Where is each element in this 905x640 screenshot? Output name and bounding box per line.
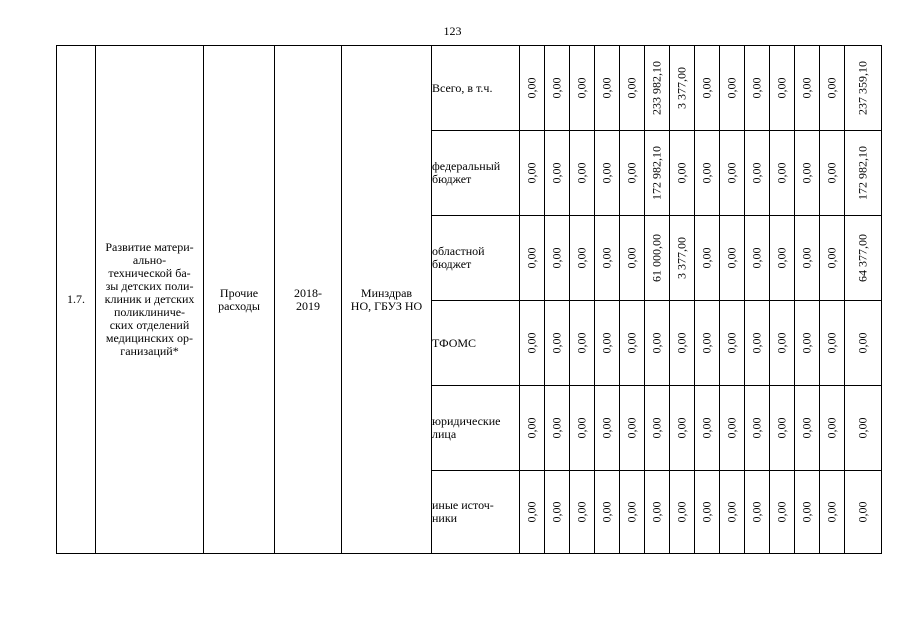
- value-text: 0,00: [824, 162, 839, 184]
- value-cell: [645, 46, 670, 131]
- value-text: 0,00: [674, 501, 689, 523]
- value-text: 0,00: [674, 162, 689, 184]
- value-text: 0,00: [549, 162, 564, 184]
- value-text: 0,00: [624, 332, 639, 354]
- value-text: 0,00: [724, 77, 739, 99]
- value-text: 0,00: [624, 501, 639, 523]
- value-cell: [645, 471, 670, 554]
- value-text: 0,00: [699, 162, 714, 184]
- value-text: 0,00: [599, 247, 614, 269]
- value-cell: [670, 386, 695, 471]
- value-text: 0,00: [724, 247, 739, 269]
- value-cell: [695, 301, 720, 386]
- value-text: 0,00: [549, 417, 564, 439]
- value-text: 0,00: [524, 247, 539, 269]
- value-cell: [620, 301, 645, 386]
- value-text: 0,00: [824, 417, 839, 439]
- value-text: 0,00: [524, 501, 539, 523]
- funding-source-label: федеральный бюджет: [432, 131, 520, 216]
- value-text: 0,00: [524, 77, 539, 99]
- value-cell: [645, 131, 670, 216]
- value-text: 0,00: [699, 77, 714, 99]
- value-text: 0,00: [855, 501, 870, 523]
- value-text: 0,00: [774, 417, 789, 439]
- value-cell: [670, 131, 695, 216]
- value-text: 0,00: [524, 332, 539, 354]
- value-cell: [595, 216, 620, 301]
- value-cell: [770, 131, 795, 216]
- value-cell: [570, 386, 595, 471]
- expense-type: Прочие расходы: [204, 46, 275, 554]
- value-cell: [670, 46, 695, 131]
- financing-table: [56, 45, 882, 554]
- value-text: 0,00: [824, 247, 839, 269]
- value-cell: [545, 46, 570, 131]
- value-cell: [745, 216, 770, 301]
- value-text: 0,00: [574, 332, 589, 354]
- value-text: 0,00: [724, 417, 739, 439]
- value-text: 64 377,00: [855, 234, 870, 282]
- measure-name: Развитие матери- ально- технической ба- зы детских поли- клиник и детских поликлиниче- ских отделений медицинских ор- ганизаций*: [96, 46, 204, 554]
- value-cell: [545, 301, 570, 386]
- value-text: 0,00: [549, 77, 564, 99]
- value-cell: [745, 131, 770, 216]
- value-cell: [670, 301, 695, 386]
- value-text: 0,00: [624, 417, 639, 439]
- value-cell: [595, 131, 620, 216]
- value-text: 0,00: [674, 417, 689, 439]
- source-row: [57, 46, 882, 131]
- value-text: 0,00: [724, 501, 739, 523]
- value-cell: [770, 46, 795, 131]
- value-cell: [645, 301, 670, 386]
- value-cell: [720, 46, 745, 131]
- value-cell: [545, 216, 570, 301]
- value-text: 0,00: [774, 247, 789, 269]
- value-cell: [770, 471, 795, 554]
- value-text: 0,00: [824, 77, 839, 99]
- value-text: 0,00: [624, 162, 639, 184]
- value-text: 0,00: [599, 417, 614, 439]
- value-text: 0,00: [699, 247, 714, 269]
- value-text: 172 982,10: [649, 146, 664, 200]
- value-text: 172 982,10: [855, 146, 870, 200]
- value-cell: [520, 386, 545, 471]
- value-cell: [595, 471, 620, 554]
- value-text: 3 377,00: [674, 67, 689, 109]
- value-text: 0,00: [824, 501, 839, 523]
- funding-source-label: юридические лица: [432, 386, 520, 471]
- value-text: 0,00: [699, 417, 714, 439]
- funding-source-label: ТФОМС: [432, 301, 520, 386]
- value-text: 0,00: [749, 332, 764, 354]
- value-cell: [820, 216, 845, 301]
- value-text: 0,00: [799, 247, 814, 269]
- value-cell: [820, 301, 845, 386]
- value-cell: [770, 301, 795, 386]
- value-text: 0,00: [855, 417, 870, 439]
- value-cell: [820, 46, 845, 131]
- value-text: 0,00: [649, 417, 664, 439]
- value-text: 0,00: [624, 247, 639, 269]
- value-cell: [545, 386, 570, 471]
- value-cell: [570, 131, 595, 216]
- value-cell: [570, 301, 595, 386]
- value-cell: [845, 301, 882, 386]
- value-text: 0,00: [599, 501, 614, 523]
- value-text: 233 982,10: [649, 61, 664, 115]
- value-text: 0,00: [549, 332, 564, 354]
- value-text: 0,00: [799, 501, 814, 523]
- value-text: 237 359,10: [855, 61, 870, 115]
- value-cell: [670, 471, 695, 554]
- value-cell: [570, 46, 595, 131]
- value-cell: [795, 131, 820, 216]
- value-text: 0,00: [674, 332, 689, 354]
- value-cell: [795, 386, 820, 471]
- value-cell: [670, 216, 695, 301]
- value-text: 0,00: [749, 247, 764, 269]
- value-cell: [770, 216, 795, 301]
- value-cell: [595, 301, 620, 386]
- financing-table-body: [57, 46, 882, 554]
- value-text: 0,00: [599, 77, 614, 99]
- value-text: 0,00: [649, 501, 664, 523]
- value-cell: [620, 386, 645, 471]
- value-cell: [795, 46, 820, 131]
- value-cell: [695, 131, 720, 216]
- value-text: 0,00: [649, 332, 664, 354]
- value-cell: [620, 216, 645, 301]
- value-text: 0,00: [749, 162, 764, 184]
- value-text: 0,00: [774, 77, 789, 99]
- value-cell: [745, 386, 770, 471]
- value-text: 0,00: [724, 332, 739, 354]
- value-text: 0,00: [574, 247, 589, 269]
- value-cell: [645, 216, 670, 301]
- value-text: 0,00: [749, 501, 764, 523]
- value-cell: [720, 131, 745, 216]
- value-cell: [745, 301, 770, 386]
- value-cell: [845, 471, 882, 554]
- value-cell: [745, 471, 770, 554]
- value-text: 0,00: [599, 332, 614, 354]
- value-text: 0,00: [574, 417, 589, 439]
- value-text: 0,00: [549, 247, 564, 269]
- value-cell: [595, 46, 620, 131]
- value-text: 0,00: [699, 332, 714, 354]
- value-cell: [695, 216, 720, 301]
- value-text: 0,00: [749, 77, 764, 99]
- value-cell: [620, 471, 645, 554]
- value-cell: [520, 216, 545, 301]
- value-cell: [845, 46, 882, 131]
- value-text: 0,00: [574, 501, 589, 523]
- value-cell: [820, 131, 845, 216]
- value-cell: [620, 131, 645, 216]
- value-cell: [520, 471, 545, 554]
- value-cell: [645, 386, 670, 471]
- value-text: 0,00: [549, 501, 564, 523]
- value-cell: [520, 131, 545, 216]
- value-cell: [845, 216, 882, 301]
- value-cell: [620, 46, 645, 131]
- value-text: 0,00: [774, 501, 789, 523]
- value-cell: [595, 386, 620, 471]
- value-text: 0,00: [799, 77, 814, 99]
- value-cell: [695, 386, 720, 471]
- value-text: 3 377,00: [674, 237, 689, 279]
- value-cell: [695, 471, 720, 554]
- value-cell: [720, 216, 745, 301]
- funding-source-label: областной бюджет: [432, 216, 520, 301]
- value-text: 0,00: [799, 162, 814, 184]
- value-cell: [545, 471, 570, 554]
- value-text: 0,00: [824, 332, 839, 354]
- value-cell: [820, 386, 845, 471]
- value-cell: [720, 471, 745, 554]
- value-cell: [545, 131, 570, 216]
- value-cell: [795, 301, 820, 386]
- value-cell: [745, 46, 770, 131]
- value-text: 0,00: [724, 162, 739, 184]
- value-text: 0,00: [799, 417, 814, 439]
- funding-source-label: иные источ- ники: [432, 471, 520, 554]
- value-cell: [520, 46, 545, 131]
- value-text: 61 000,00: [649, 234, 664, 282]
- value-cell: [845, 386, 882, 471]
- row-number: 1.7.: [57, 46, 96, 554]
- period: 2018- 2019: [275, 46, 342, 554]
- value-cell: [770, 386, 795, 471]
- value-text: 0,00: [699, 501, 714, 523]
- value-text: 0,00: [624, 77, 639, 99]
- value-text: 0,00: [574, 77, 589, 99]
- funding-source-label: Всего, в т.ч.: [432, 46, 520, 131]
- executor: Минздрав НО, ГБУЗ НО: [342, 46, 432, 554]
- value-cell: [720, 301, 745, 386]
- value-cell: [520, 301, 545, 386]
- value-text: 0,00: [524, 162, 539, 184]
- value-text: 0,00: [749, 417, 764, 439]
- value-text: 0,00: [574, 162, 589, 184]
- value-text: 0,00: [774, 332, 789, 354]
- value-cell: [795, 216, 820, 301]
- value-cell: [695, 46, 720, 131]
- value-cell: [845, 131, 882, 216]
- value-text: 0,00: [799, 332, 814, 354]
- value-cell: [570, 216, 595, 301]
- value-text: 0,00: [774, 162, 789, 184]
- page-number: 123: [443, 24, 462, 38]
- value-cell: [720, 386, 745, 471]
- value-cell: [820, 471, 845, 554]
- value-cell: [570, 471, 595, 554]
- value-cell: [795, 471, 820, 554]
- value-text: 0,00: [855, 332, 870, 354]
- value-text: 0,00: [524, 417, 539, 439]
- value-text: 0,00: [599, 162, 614, 184]
